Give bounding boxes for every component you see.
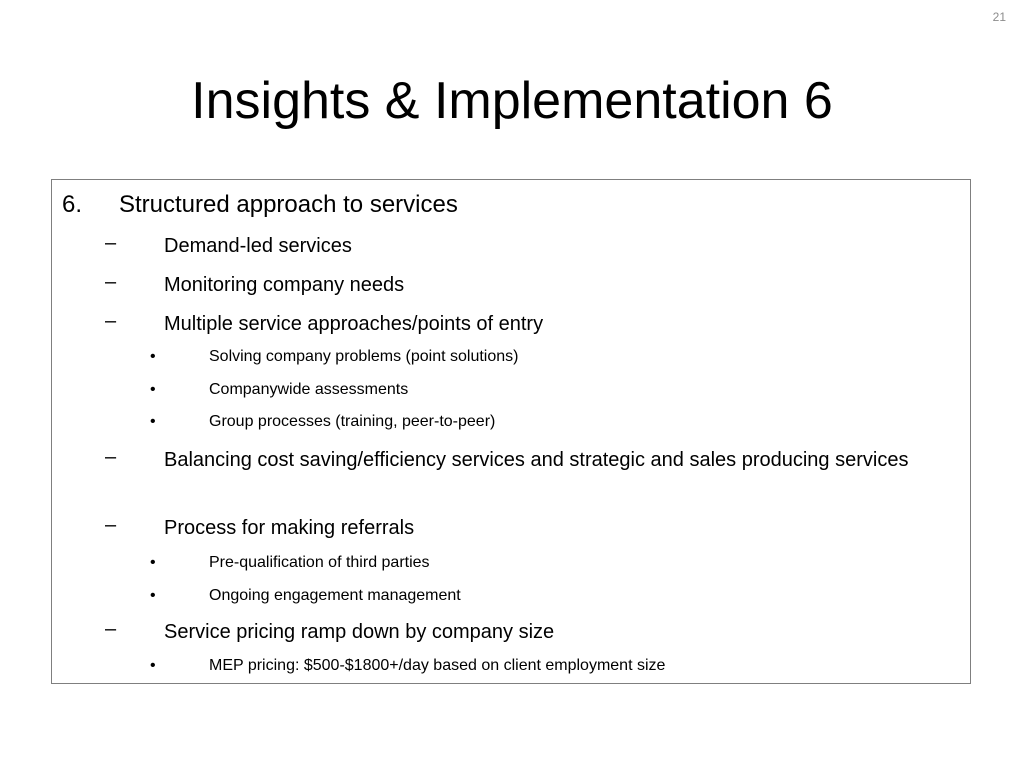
dash-marker: –: [105, 618, 117, 640]
list-item-text: Process for making referrals: [164, 517, 415, 539]
dash-marker: –: [105, 514, 117, 536]
list-item-text: Demand-led services: [164, 235, 352, 257]
list-item-text: Companywide assessments: [209, 381, 409, 398]
slide-number: 21: [992, 10, 1006, 24]
slide-title: Insights & Implementation 6: [191, 72, 833, 130]
list-item-text: Monitoring company needs: [164, 274, 405, 296]
dash-marker: –: [105, 446, 117, 468]
dash-marker: –: [105, 271, 117, 293]
list-item-text: Service pricing ramp down by company size: [164, 621, 555, 643]
list-item-text: Solving company problems (point solutions): [209, 348, 519, 365]
content-box: [51, 179, 971, 684]
list-item-text: Multiple service approaches/points of entry: [164, 313, 544, 335]
number-marker: 6.: [62, 191, 83, 218]
dash-marker: –: [105, 310, 117, 332]
bullet-marker: •: [150, 413, 156, 430]
bullet-marker: •: [150, 348, 156, 365]
list-item-text: Ongoing engagement management: [209, 587, 461, 604]
list-item-text: Balancing cost saving/efficiency services and strategic and sales producing services: [164, 449, 909, 471]
bullet-marker: •: [150, 657, 156, 674]
bullet-marker: •: [150, 554, 156, 571]
bullet-marker: •: [150, 587, 156, 604]
list-item-text: MEP pricing: $500-$1800+/day based on client employment size: [209, 657, 666, 674]
list-item-text: Structured approach to services: [119, 191, 458, 218]
bullet-marker: •: [150, 381, 156, 398]
list-item-text: Group processes (training, peer-to-peer): [209, 413, 496, 430]
list-item-text: Pre-qualification of third parties: [209, 554, 430, 571]
dash-marker: –: [105, 232, 117, 254]
